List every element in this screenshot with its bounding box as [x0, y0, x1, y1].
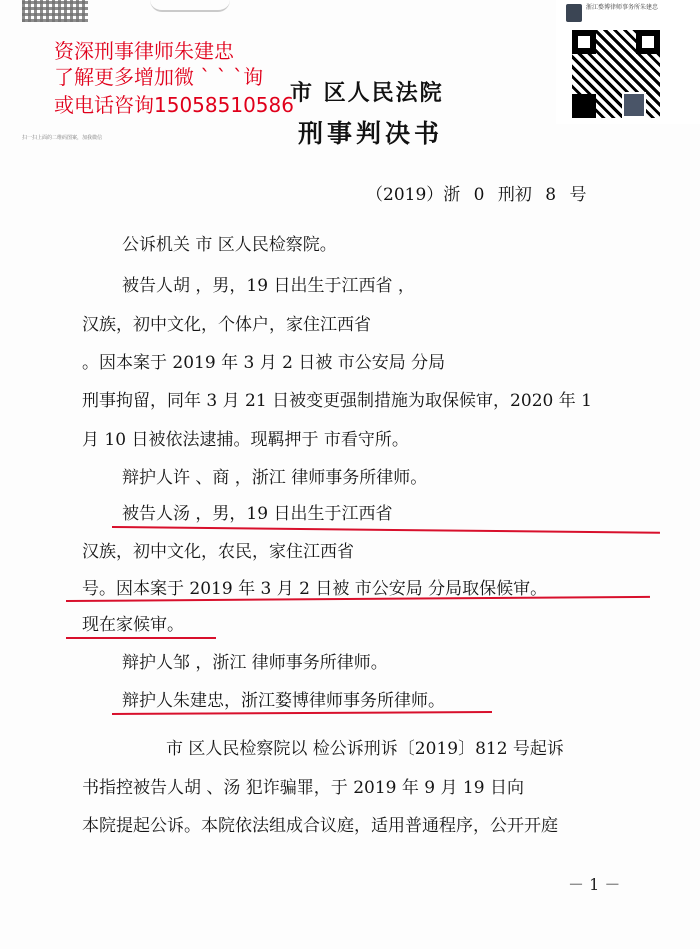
body-line: 辩护人邹 ，浙江 律师事务所律师。 — [122, 653, 388, 673]
handwriting-mark — [150, 0, 230, 12]
body-line: 辩护人许 、商 ，浙江 律师事务所律师。 — [122, 468, 428, 488]
red-underline — [66, 637, 216, 639]
qr-caption: 浙江婺博律师事务所朱建忠 — [586, 4, 659, 11]
body-line: 公诉机关 市 区人民检察院。 — [122, 235, 337, 255]
body-line: 现在家候审。 — [82, 615, 184, 635]
body-line: 书指控被告人胡 、汤 犯诈骗罪，于 2019 年 9 月 19 日向 — [82, 778, 524, 798]
body-line: 被告人胡 ，男，19 日出生于江西省 ， — [122, 276, 415, 296]
body-line: 本院提起公诉。本院依法组成合议庭，适用普通程序，公开开庭 — [82, 816, 558, 836]
body-line: 被告人汤 ，男，19 日出生于江西省 — [122, 504, 393, 524]
case-number: （2019）浙 0 刑初 8 号 — [366, 185, 587, 205]
body-line: 汉族，初中文化，个体户，家住江西省 — [82, 315, 371, 335]
ad-line-3: 或电话咨询15058510586 — [54, 93, 294, 117]
red-underline — [112, 526, 660, 534]
body-line: 。因本案于 2019 年 3 月 2 日被 市公安局 分局 — [82, 353, 446, 373]
body-line: 市 区人民检察院以 检公诉刑诉〔2019〕812 号起诉 — [166, 739, 564, 759]
body-line: 月 10 日被依法逮捕。现羁押于 市看守所。 — [82, 430, 409, 450]
document-title: 刑事判决书 — [298, 119, 444, 148]
qr-code-icon[interactable] — [572, 30, 660, 118]
corner-qr-fragment — [22, 0, 88, 22]
body-line: 号。因本案于 2019 年 3 月 2 日被 市公安局 分局取保候审。 — [82, 579, 548, 599]
page-number: － 1 － — [568, 875, 621, 894]
body-line: 刑事拘留，同年 3 月 21 日被变更强制措施为取保候审，2020 年 1 — [82, 391, 592, 411]
lawyer-photo-icon — [622, 92, 646, 118]
ad-line-1: 资深刑事律师朱建忠 — [54, 39, 234, 63]
court-name: 市 区人民法院 — [290, 80, 444, 106]
body-line: 汉族，初中文化，农民，家住江西省 — [82, 542, 354, 562]
ad-line-2: 了解更多增加微 ` ` `询 — [54, 65, 264, 89]
qr-footer-text: 扫一扫上面的二维码图案，加我微信 — [22, 135, 103, 141]
body-line: 辩护人朱建忠，浙江婺博律师事务所律师。 — [122, 691, 445, 711]
wechat-qr-card[interactable] — [556, 0, 700, 124]
avatar-icon — [566, 4, 582, 22]
